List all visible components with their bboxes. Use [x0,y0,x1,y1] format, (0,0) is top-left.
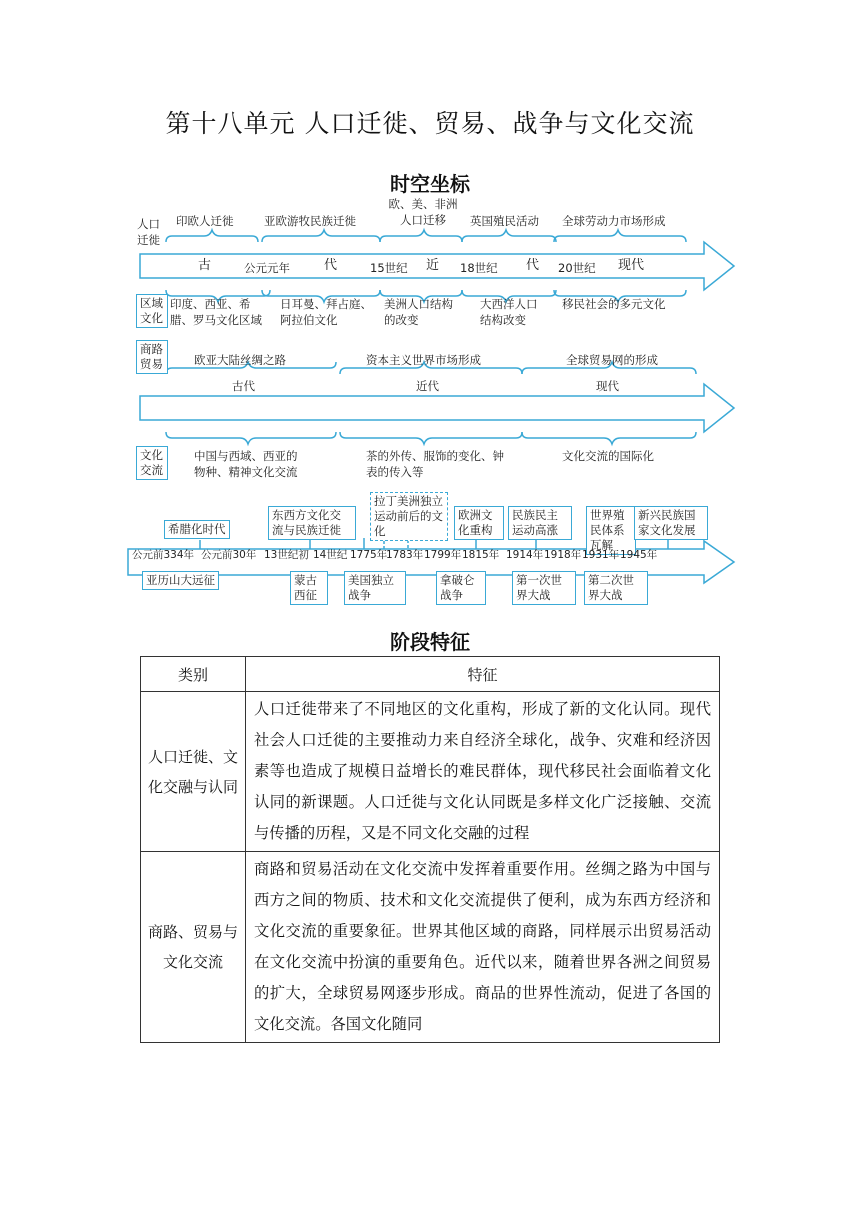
tl1-axis-7: 20世纪 [558,261,596,275]
tl1-axis-8: 现代 [618,258,645,273]
tl1-region-culture-box: 区域文化 [136,294,168,328]
tl3-above-2: 拉丁美洲独立运动前后的文化 [370,492,448,541]
tl2-above-1: 资本主义世界市场形成 [366,353,481,367]
row-category: 商路、贸易与文化交流 [141,852,246,1043]
tl1-side-label: 人口迁徙 [137,217,160,247]
tl3-date-11: 1945年 [620,549,658,561]
tl2-period-2: 现代 [596,379,619,393]
tl1-axis-2: 代 [324,258,338,273]
tl1-axis-0: 古 [198,258,212,273]
tl2-above-0: 欧亚大陆丝绸之路 [194,353,286,367]
tl3-below-1: 蒙古西征 [290,571,328,605]
tl3-date-4: 1775年 [350,549,388,561]
tl1-above-2: 欧、美、非洲人口迁移 [388,197,458,227]
tl3-date-8: 1914年 [506,549,544,561]
tl1-below-0: 印度、西亚、希腊、罗马文化区域 [170,297,262,327]
tl2-period-0: 古代 [232,379,255,393]
tl3-date-0: 公元前334年 [132,549,195,561]
tl3-date-5: 1783年 [386,549,424,561]
tl1-axis-3: 15世纪 [370,261,408,275]
tl3-below-3: 拿破仑战争 [436,571,486,605]
tl2-trade-box: 商路贸易 [136,340,168,374]
tl3-date-9: 1918年 [544,549,582,561]
tl3-date-1: 公元前30年 [201,549,257,561]
tl1-below-1: 日耳曼、拜占庭、阿拉伯文化 [280,297,372,327]
tl2-below-1: 茶的外传、服饰的变化、钟表的传入等 [366,449,504,479]
table-header-row [141,657,720,692]
header-feature: 特征 [246,657,720,692]
tl1-axis-4: 近 [426,258,440,273]
tl3-date-7: 1815年 [462,549,500,561]
tl3-below-2: 美国独立战争 [344,571,406,605]
tl3-date-6: 1799年 [424,549,462,561]
tl1-axis-6: 代 [526,258,540,273]
tl1-above-0: 印欧人迁徙 [176,214,234,228]
table-row [141,692,720,852]
tl1-below-2: 美洲人口结构的改变 [384,297,453,327]
tl3-above-0: 希腊化时代 [164,520,230,539]
section-heading-features: 阶段特征 [390,630,470,654]
tl3-above-6: 新兴民族国家文化发展 [634,506,708,540]
tl3-above-1: 东西方文化交流与民族迁徙 [268,506,356,540]
tl3-date-3: 14世纪 [313,549,348,561]
tl3-date-10: 1931年 [582,549,620,561]
tl1-above-4: 全球劳动力市场形成 [562,214,666,228]
tl1-below-4: 移民社会的多元文化 [562,297,666,311]
row-text: 商路和贸易活动在文化交流中发挥着重要作用。丝绸之路为中国与西方之间的物质、技术和文化交流提供了便利，成为东西方经济和文化交流的重要象征。世界其他区域的商路，同样展示出贸易活动在文化交流中扮演的重要角色。近代以来，随着世界各洲之间贸易的扩大，全球贸易网逐步形成。商品的世界性流动，促进了各国的文化交流。各国文化随同 [246,852,720,1043]
tl1-axis-5: 18世纪 [460,261,498,275]
tl2-below-0: 中国与西域、西亚的物种、精神文化交流 [194,449,298,479]
tl3-date-2: 13世纪初 [264,549,309,561]
tl3-below-4: 第一次世界大战 [512,571,576,605]
tl3-below-5: 第二次世界大战 [584,571,648,605]
tl1-below-3: 大西洋人口结构改变 [480,297,538,327]
tl3-above-5: 世界殖民体系瓦解 [586,506,636,555]
page-title: 第十八单元 人口迁徙、贸易、战争与文化交流 [165,109,695,138]
tl1-axis-1: 公元元年 [244,261,290,275]
row-text: 人口迁徙带来了不同地区的文化重构，形成了新的文化认同。现代社会人口迁徙的主要推动力来自经济全球化，战争、灾难和经济因素等也造成了规模日益增长的难民群体，现代移民社会面临着文化认同的新课题。人口迁徙与文化认同既是多样文化广泛接触、交流与传播的历程，又是不同文化交融的过程 [246,692,720,852]
header-category: 类别 [141,657,246,692]
feature-table [140,656,720,1043]
tl1-above-3: 英国殖民活动 [470,214,539,228]
tl2-below-2: 文化交流的国际化 [562,449,654,463]
tl2-above-2: 全球贸易网的形成 [566,353,658,367]
tl3-below-0: 亚历山大远征 [142,571,219,590]
table-row [141,852,720,1043]
tl1-above-1: 亚欧游牧民族迁徙 [264,214,356,228]
section-heading-timeline: 时空坐标 [390,172,470,196]
tl2-period-1: 近代 [416,379,439,393]
row-category: 人口迁徙、文化交融与认同 [141,692,246,852]
tl3-above-3: 欧洲文化重构 [454,506,504,540]
tl2-culture-box: 文化交流 [136,446,168,480]
tl3-above-4: 民族民主运动高涨 [508,506,572,540]
